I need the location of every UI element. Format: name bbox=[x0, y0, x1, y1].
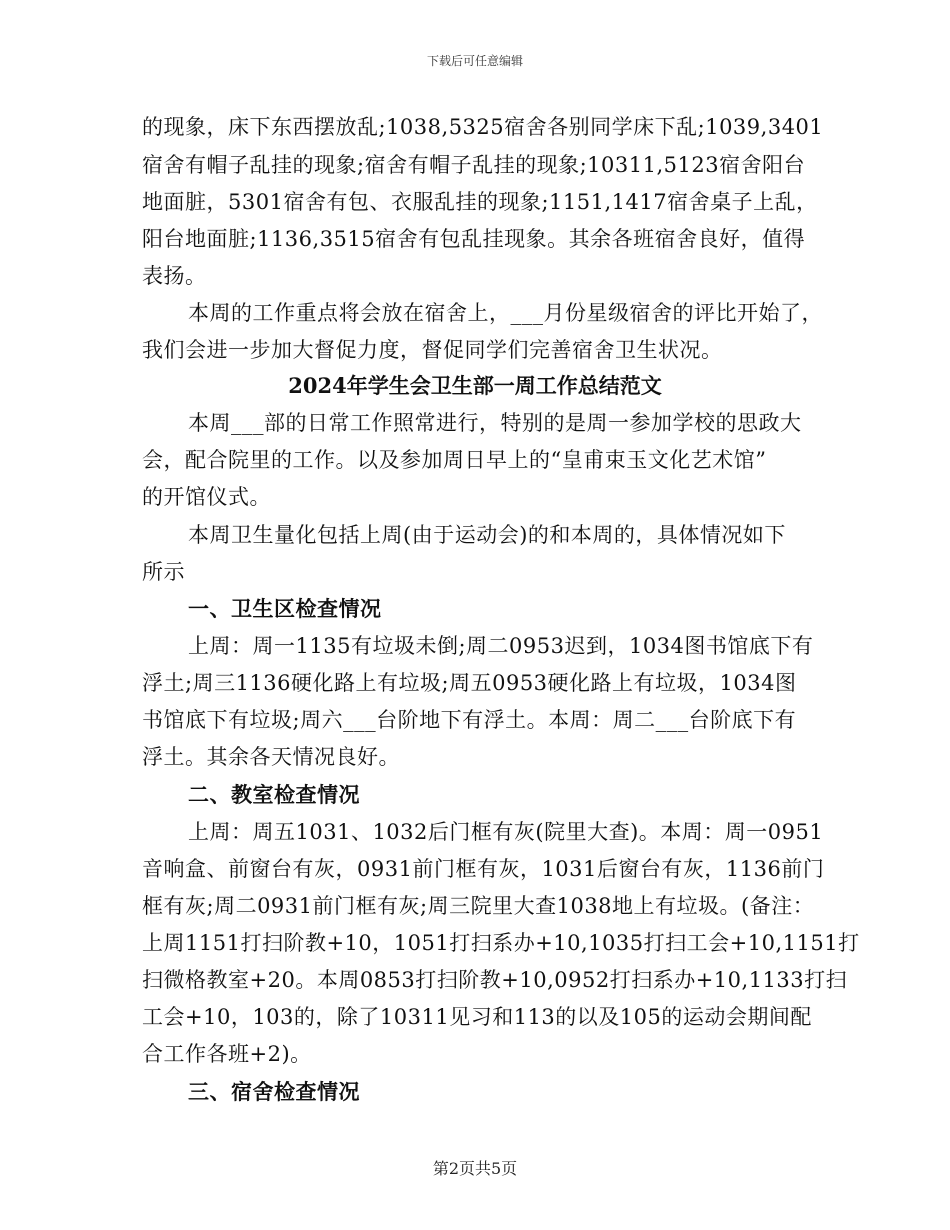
paragraph-line: 上周1151打扫阶教+10，1051打扫系办+10,1035打扫工会+10,1151打 bbox=[142, 931, 860, 955]
paragraph-line: 地面脏，5301宿舍有包、衣服乱挂的现象;1151,1417宿舍桌子上乱， bbox=[142, 190, 818, 214]
document-title: 2024年学生会卫生部一周工作总结范文 bbox=[288, 373, 662, 398]
section-heading: 一、卫生区检查情况 bbox=[188, 596, 382, 621]
paragraph-line: 框有灰;周二0931前门框有灰;周三院里大查1038地上有垃圾。(备注： bbox=[142, 894, 815, 918]
page-header-note: 下载后可任意编辑 bbox=[426, 54, 523, 68]
paragraph-line: 本周的工作重点将会放在宿舍上，___月份星级宿舍的评比开始了， bbox=[188, 301, 823, 325]
paragraph-line: 的现象，床下东西摆放乱;1038,5325宿舍各别同学床下乱;1039,3401 bbox=[142, 115, 824, 139]
paragraph-line: 上周：周一1135有垃圾未倒;周二0953迟到，1034图书馆底下有 bbox=[188, 634, 814, 658]
paragraph-line: 工会+10，103的，除了10311见习和113的以及105的运动会期间配 bbox=[142, 1005, 812, 1029]
paragraph-line: 表扬。 bbox=[142, 264, 207, 288]
paragraph-line: 上周：周五1031、1032后门框有灰(院里大查)。本周：周一0951 bbox=[188, 820, 824, 844]
section-heading: 二、教室检查情况 bbox=[188, 782, 360, 807]
paragraph-line: 本周卫生量化包括上周(由于运动会)的和本周的，具体情况如下 bbox=[188, 523, 786, 547]
page-number: 第2页共5页 bbox=[432, 1159, 518, 1178]
paragraph-line: 所示 bbox=[142, 560, 185, 584]
paragraph-line: 书馆底下有垃圾;周六___台阶地下有浮土。本周：周二___台阶底下有 bbox=[142, 708, 797, 732]
paragraph-line: 扫微格教室+20。本周0853打扫阶教+10,0952打扫系办+10,1133打扫 bbox=[142, 968, 848, 992]
paragraph-line: 阳台地面脏;1136,3515宿舍有包乱挂现象。其余各班宿舍良好，值得 bbox=[142, 227, 806, 251]
paragraph-line: 合工作各班+2)。 bbox=[142, 1042, 312, 1066]
paragraph-line: 的开馆仪式。 bbox=[142, 485, 271, 509]
paragraph-line: 我们会进一步加大督促力度，督促同学们完善宿舍卫生状况。 bbox=[142, 338, 723, 362]
paragraph-line: 音响盒、前窗台有灰，0931前门框有灰，1031后窗台有灰，1136前门 bbox=[142, 857, 825, 881]
paragraph-line: 本周___部的日常工作照常进行，特别的是周一参加学校的思政大 bbox=[188, 411, 802, 435]
paragraph-line: 会，配合院里的工作。以及参加周日早上的“皇甫束玉文化艺术馆” bbox=[142, 448, 767, 472]
paragraph-line: 宿舍有帽子乱挂的现象;宿舍有帽子乱挂的现象;10311,5123宿舍阳台 bbox=[142, 153, 806, 177]
section-heading: 三、宿舍检查情况 bbox=[188, 1079, 360, 1104]
paragraph-line: 浮土。其余各天情况良好。 bbox=[142, 745, 400, 769]
paragraph-line: 浮土;周三1136硬化路上有垃圾;周五0953硬化路上有垃圾，1034图 bbox=[142, 671, 797, 695]
